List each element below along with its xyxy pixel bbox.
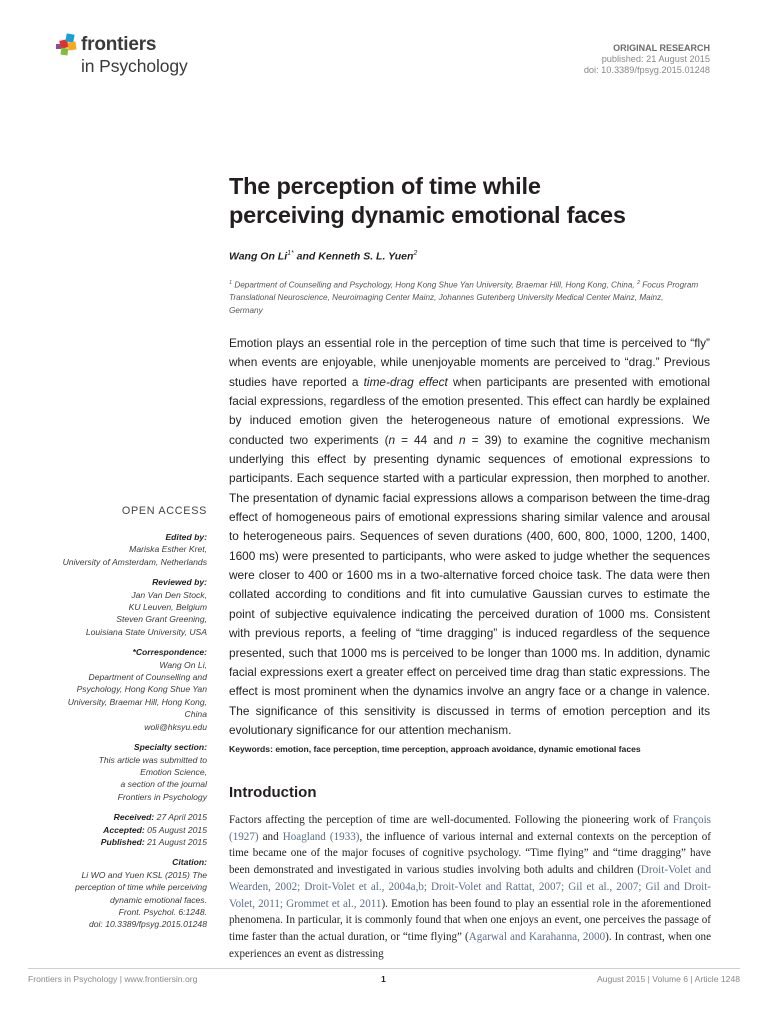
abstract-n1: n	[388, 432, 396, 447]
reviewer-line[interactable]: Jan Van Den Stock,	[131, 589, 207, 600]
specialty-section-label: Specialty section:	[133, 742, 207, 753]
author-joiner: and	[293, 250, 319, 263]
abstract-emphasis: time-drag effect	[363, 374, 448, 389]
citation-doi[interactable]: doi: 10.3389/fpsyg.2015.01248	[88, 919, 207, 930]
abstract-part-3: = 39) to examine the cognitive mechanism underlying this effect by presenting dynamic sequences of emotional expressions to participants. Each sequence started with a particular expression, then morphed to another. The presentation of dynamic facial expressions allows a comparison between the time-drag effect of homogeneous pairs of emotional expressions sharing similar valence and arousal to heterogeneous pairs. Sequences of seven durations (400, 600, 800, 1000, 1200, 1400, 1600 ms) were presented to participants, who were asked to judge whether the sequences were closer to 400 or 1600 ms in a two-alternative forced choice task. The data were then collated according to conditions and fit into cumulative Gaussian curves to estimate the point of subjective equivalence indicating the perceived duration of 1000 ms. Consistent with previous reports, a feeling of “time dragging” is induced regardless of the sequence presented, such that 1000 ms is perceived to be longer than 1000 ms. In addition, dynamic facial expressions exert a greater effect on perceived time drag than static expressions. The effect is most prominent when the dynamics involve an angry face or a change in valence. The significance of this sensitivity is discussed in terms of emotion perception and its evolutionary significance for our attention mechanism.	[229, 432, 711, 737]
reviewer-line[interactable]: Steven Grant Greening,	[116, 614, 207, 625]
specialty-line: This article was submitted to	[98, 754, 207, 765]
author-2-sup: 2	[413, 250, 418, 257]
citation-link[interactable]: Droit-Volet and Wearden, 2002; Droit-Volet et al., 2004a,b; Droit-Volet and Rattat, 2007; Gil et al., 2007; Gil and Droit-Volet, 2011; Grommet et al., 2011	[229, 864, 711, 910]
published-date-side	[37, 836, 207, 848]
intro-text-1: Factors affecting the perception of time are well-documented. Following the pioneering work of	[229, 814, 673, 826]
author-1[interactable]: Wang On Li	[229, 250, 288, 263]
logo-word-frontiers: frontiers	[81, 34, 157, 55]
article-sidebar	[37, 505, 207, 931]
article-title	[229, 172, 729, 230]
reviewer-line: KU Leuven, Belgium	[128, 602, 207, 613]
correspondence-line: Psychology, Hong Kong Shue Yan	[76, 684, 207, 695]
title-line-1: The perception of time while	[229, 173, 541, 199]
correspondence-line: Wang On Li,	[159, 659, 207, 670]
received-label: Received:	[113, 812, 155, 823]
affil-text-2: Focus Program Translational Neuroscience, Neuroimaging Center Mainz, Johannes Gutenberg University Medical Center Mainz, Mainz, Germany	[229, 280, 699, 315]
published-value: 21 August 2015	[144, 836, 207, 847]
specialty-line: Emotion Science,	[140, 766, 207, 777]
correspondence-line: University, Braemar Hill, Hong Kong,	[67, 696, 207, 707]
frontiers-logo-icon	[56, 33, 82, 59]
citation-link[interactable]: Agarwal and Karahanna, 2000	[468, 930, 606, 943]
intro-text-5: ). In contrast, when one experiences an event as distressing	[229, 930, 711, 960]
published-date: published: 21 August 2015	[601, 54, 710, 64]
abstract	[229, 334, 710, 740]
keywords: Keywords: emotion, face perception, time perception, approach avoidance, dynamic emotional faces	[229, 744, 641, 754]
article-type: ORIGINAL RESEARCH	[613, 43, 710, 53]
abstract-eq1: = 44 and	[395, 432, 459, 447]
citation-line: dynamic emotional faces.	[110, 894, 207, 905]
citation-link[interactable]: François (1927)	[229, 814, 711, 843]
correspondence-line: China	[184, 709, 207, 720]
specialty-line: a section of the journal	[120, 779, 207, 790]
intro-text-2: and	[258, 830, 283, 843]
accepted-label: Accepted:	[103, 824, 145, 835]
citation-link[interactable]: Hoagland (1933)	[282, 830, 360, 843]
intro-text-4: ). Emotion has been found to play an essential role in the aforementioned phenomena. In particular, it is commonly found that when one enjoys an event, one perceives the passage of time faster than the actual duration, or “time flying” (	[229, 897, 711, 943]
journal-logo[interactable]	[56, 33, 216, 79]
accepted-date	[37, 824, 207, 836]
received-value: 27 April 2015	[154, 812, 207, 823]
affil-sup-1: 1	[229, 280, 233, 286]
specialty-line: Frontiers in Psychology	[117, 791, 207, 802]
section-heading-introduction: Introduction	[229, 784, 317, 801]
published-label: Published:	[100, 836, 145, 847]
editor-line[interactable]: Mariska Esther Kret,	[129, 544, 207, 555]
abstract-part-1: Emotion plays an essential role in the perception of time such that time is perceived to “fly” when events are enjoyable, while unenjoyable moments are perceived to “drag.” Previous studies have reported a	[229, 336, 710, 389]
citation-line: Li WO and Yuen KSL (2015) The	[81, 869, 207, 880]
abstract-part-2: when participants are presented with emotional facial expressions, regardless of the emotion presented. This effect can hardly be explained by induced emotion given the heterogeneous nature of emotional expressions. We conducted two experiments (	[229, 374, 710, 447]
logo-word-journal: in Psychology	[81, 56, 188, 76]
footer-journal-link[interactable]: Frontiers in Psychology | www.frontiersin.org	[28, 974, 198, 984]
correspondence-email[interactable]: woli@hksyu.edu	[144, 721, 207, 732]
author-1-sup: 1*	[287, 250, 294, 257]
affil-text-1: Department of Counselling and Psychology, Hong Kong Shue Yan University, Braemar Hill, Hong Kong, China,	[232, 280, 637, 290]
reviewed-by-label: Reviewed by:	[152, 577, 207, 588]
edited-by-label: Edited by:	[165, 532, 207, 542]
abstract-n2: n	[458, 432, 466, 447]
article-header-info	[584, 43, 710, 76]
accepted-value: 05 August 2015	[144, 824, 207, 835]
citation-line: Front. Psychol. 6:1248.	[118, 906, 207, 917]
introduction-body	[229, 812, 711, 962]
correspondence-label: *Correspondence:	[132, 647, 207, 658]
doi[interactable]: doi: 10.3389/fpsyg.2015.01248	[583, 65, 710, 75]
reviewer-line: Louisiana State University, USA	[85, 626, 207, 637]
citation-line: perception of time while perceiving	[75, 882, 207, 893]
received-date	[37, 811, 207, 823]
affil-sup-2: 2	[636, 280, 641, 286]
citation-label: Citation:	[172, 857, 207, 868]
intro-text-3: , the influence of various internal and external contexts on the perception of time became one of the major focuses of cognitive psychology. “Time flying” and “time dragging” have been demonstrated and investigated in various studies involving both adults and children (	[229, 830, 711, 877]
author-2[interactable]: Kenneth S. L. Yuen	[318, 250, 414, 263]
correspondence-line: Department of Counselling and	[88, 672, 207, 683]
editor-line: University of Amsterdam, Netherlands	[62, 556, 207, 567]
page-number: 1	[381, 974, 386, 984]
open-access-label: OPEN ACCESS	[121, 505, 207, 517]
author-list	[229, 250, 417, 263]
footer-volume-info: August 2015 | Volume 6 | Article 1248	[596, 974, 740, 984]
title-line-2: perceiving dynamic emotional faces	[229, 202, 626, 228]
footer-divider	[28, 968, 740, 969]
affiliations	[229, 277, 699, 318]
